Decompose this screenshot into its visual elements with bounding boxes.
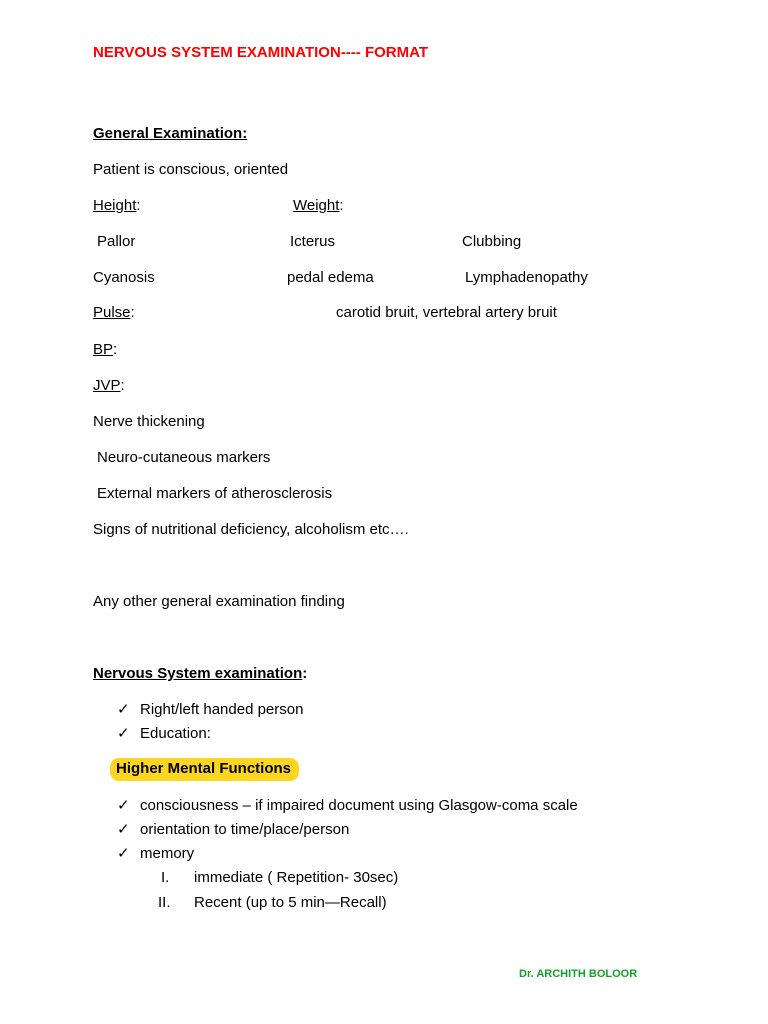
check-icon: ✓ <box>117 797 130 814</box>
general-exam-heading-text: General Examination: <box>93 125 248 142</box>
nerve-thickening-line: Nerve thickening <box>93 413 205 430</box>
author-footer: Dr. ARCHITH BOLOOR <box>519 968 638 980</box>
general-exam-heading <box>93 125 247 143</box>
lymphadenopathy-label: Lymphadenopathy <box>465 269 588 286</box>
check-icon: ✓ <box>117 821 130 838</box>
icterus-label: Icterus <box>290 233 336 250</box>
list-item-consciousness: consciousness – if impaired document using Glasgow-coma scale <box>140 797 578 814</box>
jvp-field <box>93 377 125 395</box>
clubbing-label: Clubbing <box>462 233 522 250</box>
bp-label: BP <box>93 341 114 358</box>
memory-sub-immediate: immediate ( Repetition- 30sec) <box>194 869 399 886</box>
jvp-label: JVP <box>93 377 121 394</box>
list-item-handedness: Right/left handed person <box>140 701 304 718</box>
atherosclerosis-line: External markers of atherosclerosis <box>97 485 333 502</box>
conscious-line: Patient is conscious, oriented <box>93 161 289 178</box>
check-icon: ✓ <box>117 725 130 742</box>
weight-colon: : <box>339 197 344 214</box>
cyanosis-label: Cyanosis <box>93 269 155 286</box>
list-item-memory: memory <box>140 845 195 862</box>
other-findings-line: Any other general examination finding <box>93 593 345 610</box>
memory-sub-number: I. <box>161 869 170 886</box>
height-label: Height <box>93 197 137 214</box>
pallor-label: Pallor <box>97 233 136 250</box>
pedal-edema-label: pedal edema <box>287 269 374 286</box>
memory-sub-number: II. <box>158 894 171 911</box>
bp-field <box>93 341 117 359</box>
weight-field <box>293 197 344 215</box>
page-title: NERVOUS SYSTEM EXAMINATION---- FORMAT <box>93 44 428 61</box>
bruit-label: carotid bruit, vertebral artery bruit <box>336 304 557 321</box>
check-icon: ✓ <box>117 701 130 718</box>
height-colon: : <box>136 197 141 214</box>
memory-sub-recent: Recent (up to 5 min—Recall) <box>194 894 387 911</box>
pulse-field <box>93 304 135 322</box>
higher-mental-functions-heading: Higher Mental Functions <box>110 758 299 781</box>
pulse-label: Pulse <box>93 304 131 321</box>
pulse-colon: : <box>130 304 135 321</box>
jvp-colon: : <box>120 377 125 394</box>
height-field <box>93 197 141 215</box>
nervous-exam-colon: : <box>302 665 308 682</box>
nutritional-line: Signs of nutritional deficiency, alcoholism etc…. <box>93 521 409 538</box>
check-icon: ✓ <box>117 845 130 862</box>
weight-label: Weight <box>293 197 340 214</box>
nervous-exam-heading-text: Nervous System examination <box>93 665 303 682</box>
neurocutaneous-line: Neuro-cutaneous markers <box>97 449 271 466</box>
list-item-education: Education: <box>140 725 211 742</box>
list-item-orientation: orientation to time/place/person <box>140 821 350 838</box>
bp-colon: : <box>113 341 118 358</box>
nervous-exam-heading <box>93 665 307 683</box>
